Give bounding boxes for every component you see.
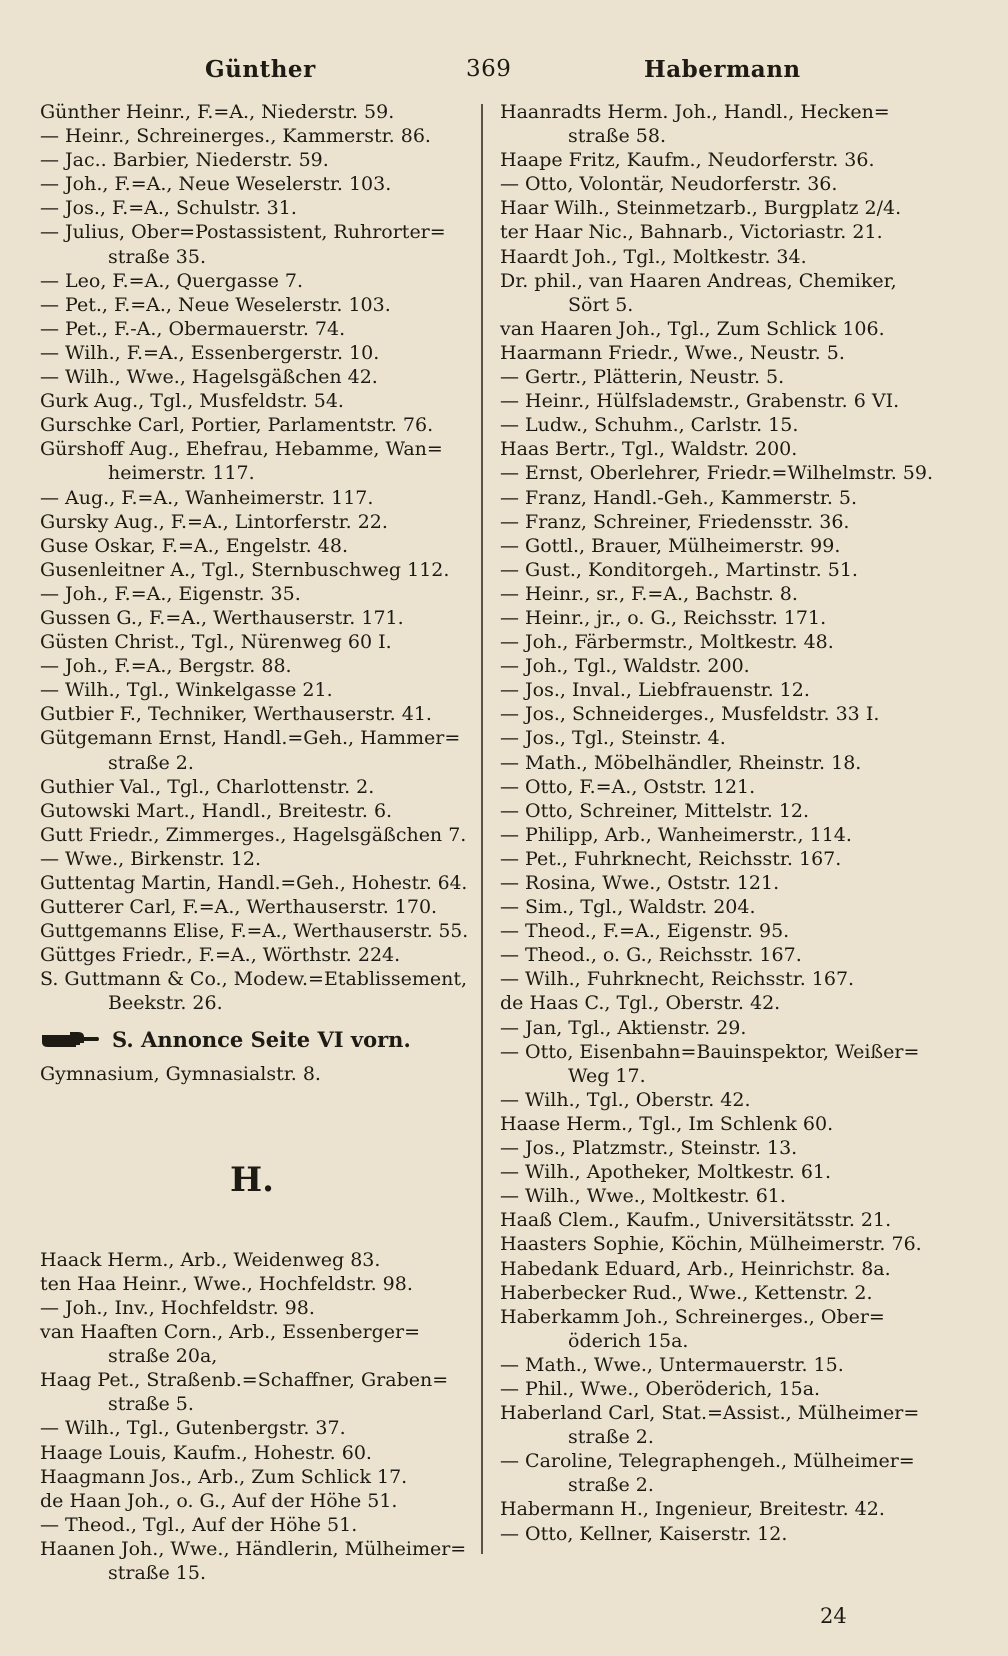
directory-entry: — Jos., Tgl., Steinstr. 4.: [500, 727, 726, 750]
directory-entry: Güttges Friedr., F.=A., Wörthstr. 224.: [40, 944, 401, 967]
directory-entry: — Joh., Färbermstr., Moltkestr. 48.: [500, 631, 834, 654]
directory-entry: heimerstr. 117.: [108, 462, 255, 485]
directory-entry: Haase Herm., Tgl., Im Schlenk 60.: [500, 1112, 834, 1135]
directory-entry: Beekstr. 26.: [108, 992, 223, 1015]
directory-entry: — Jac.. Barbier, Niederstr. 59.: [40, 149, 329, 172]
directory-entry: — Gust., Konditorgeh., Martinstr. 51.: [500, 558, 858, 581]
directory-entry: Haberland Carl, Stat.=Assist., Mülheimer=: [500, 1402, 920, 1425]
directory-entry: Gussen G., F.=A., Werthauserstr. 171.: [40, 606, 404, 629]
directory-entry: — Gertr., Plätterin, Neustr. 5.: [500, 366, 785, 389]
directory-entry: Gürshoff Aug., Ehefrau, Hebamme, Wan=: [40, 438, 443, 461]
directory-entry: Gutowski Mart., Handl., Breitestr. 6.: [40, 799, 393, 822]
directory-entry: — Joh., F.=A., Eigenstr. 35.: [40, 582, 301, 605]
directory-entry: — Wilh., Apotheker, Moltkestr. 61.: [500, 1161, 832, 1184]
directory-entry: ten Haa Heinr., Wwe., Hochfeldstr. 98.: [40, 1272, 413, 1295]
directory-entry: van Haaren Joh., Tgl., Zum Schlick 106.: [500, 317, 885, 340]
directory-entry: — Wilh., Wwe., Moltkestr. 61.: [500, 1185, 786, 1208]
directory-entry: — Theod., o. G., Reichsstr. 167.: [500, 944, 802, 967]
directory-entry: — Heinr., Schreinerges., Kammerstr. 86.: [40, 125, 431, 148]
directory-entry: de Haas C., Tgl., Oberstr. 42.: [500, 992, 781, 1015]
directory-entry: van Haaften Corn., Arb., Essenberger=: [40, 1321, 420, 1344]
directory-entry: — Jos., F.=A., Schulstr. 31.: [40, 197, 297, 220]
directory-entry: Gütgemann Ernst, Handl.=Geh., Hammer=: [40, 727, 461, 750]
directory-entry: — Jos., Schneiderges., Musfeldstr. 33 I.: [500, 703, 880, 726]
directory-entry: — Math., Wwe., Untermauerstr. 15.: [500, 1353, 844, 1376]
directory-entry: Dr. phil., van Haaren Andreas, Chemiker,: [500, 269, 897, 292]
directory-entry: — Ernst, Oberlehrer, Friedr.=Wilhelmstr. 59.: [500, 462, 934, 485]
directory-entry: — Leo, F.=A., Quergasse 7.: [40, 269, 303, 292]
directory-entry: Haas Bertr., Tgl., Waldstr. 200.: [500, 438, 798, 461]
directory-entry: Haanen Joh., Wwe., Händlerin, Mülheimer=: [40, 1537, 467, 1560]
directory-entry: — Math., Möbelhändler, Rheinstr. 18.: [500, 751, 862, 774]
directory-entry: Gutt Friedr., Zimmerges., Hagelsgäßchen 7.: [40, 823, 467, 846]
directory-entry: Gurschke Carl, Portier, Parlamentstr. 76.: [40, 414, 434, 437]
directory-entry: Günther Heinr., F.=A., Niederstr. 59.: [40, 101, 395, 123]
directory-entry: straße 35.: [108, 245, 206, 268]
directory-entry: — Otto, Volontär, Neudorferstr. 36.: [500, 173, 838, 196]
running-head-right: Habermann: [644, 56, 801, 83]
directory-entry: — Julius, Ober=Postassistent, Ruhrorter=: [40, 221, 446, 244]
signature-mark: 24: [820, 1604, 847, 1628]
page-number: 369: [466, 56, 512, 82]
directory-entry: Haage Louis, Kaufm., Hohestr. 60.: [40, 1441, 372, 1464]
directory-entry: Haag Pet., Straßenb.=Schaffner, Graben=: [40, 1369, 449, 1392]
directory-entry: Haanradts Herm. Joh., Handl., Hecken=: [500, 101, 890, 123]
directory-entry: Gurk Aug., Tgl., Musfeldstr. 54.: [40, 390, 344, 413]
directory-entry: — Wwe., Birkenstr. 12.: [40, 847, 261, 870]
directory-entry: — Ludw., Schuhm., Carlstr. 15.: [500, 414, 799, 437]
directory-entry: — Theod., Tgl., Auf der Höhe 51.: [40, 1513, 358, 1536]
directory-entry: Haasters Sophie, Köchin, Mülheimerstr. 76.: [500, 1233, 922, 1256]
directory-entry: Haardt Joh., Tgl., Moltkestr. 34.: [500, 245, 807, 268]
directory-entry: Haberbecker Rud., Wwe., Kettenstr. 2.: [500, 1281, 873, 1304]
directory-entry: — Philipp, Arb., Wanheimerstr., 114.: [500, 823, 852, 846]
directory-entry: Güsten Christ., Tgl., Nürenweg 60 I.: [40, 631, 392, 654]
directory-entry: straße 2.: [568, 1426, 654, 1449]
directory-entry: Guthier Val., Tgl., Charlottenstr. 2.: [40, 775, 375, 798]
directory-entry: — Caroline, Telegraphengeh., Mülheimer=: [500, 1450, 915, 1473]
directory-entry: — Joh., Inv., Hochfeldstr. 98.: [40, 1296, 315, 1319]
directory-entry: de Haan Joh., o. G., Auf der Höhe 51.: [40, 1489, 398, 1512]
directory-entry: — Rosina, Wwe., Oststr. 121.: [500, 872, 780, 894]
column-divider: [481, 104, 483, 1554]
directory-entry: Haape Fritz, Kaufm., Neudorferstr. 36.: [500, 149, 875, 172]
directory-entry: — Otto, F.=A., Oststr. 121.: [500, 775, 756, 798]
directory-entry: — Wilh., F.=A., Essenbergerstr. 10.: [40, 341, 380, 364]
directory-entry: — Heinr., Hülfsladемstr., Grabenstr. 6 VI.: [500, 390, 900, 413]
directory-entry: Habedank Eduard, Arb., Heinrichstr. 8a.: [500, 1257, 891, 1280]
directory-entry: Guse Oskar, F.=A., Engelstr. 48.: [40, 534, 348, 557]
directory-entry: — Joh., F.=A., Bergstr. 88.: [40, 655, 292, 678]
directory-entry: Haagmann Jos., Arb., Zum Schlick 17.: [40, 1465, 408, 1488]
directory-entry: — Franz, Handl.-Geh., Kammerstr. 5.: [500, 486, 858, 509]
directory-entry: — Jos., Inval., Liebfrauenstr. 12.: [500, 679, 810, 702]
directory-entry: — Heinr., sr., F.=A., Bachstr. 8.: [500, 582, 798, 605]
directory-entry: — Pet., F.=A., Neue Weselerstr. 103.: [40, 293, 391, 316]
directory-entry: Gutbier F., Techniker, Werthauserstr. 41.: [40, 703, 432, 726]
directory-entry: Guttentag Martin, Handl.=Geh., Hohestr. 64.: [40, 872, 468, 894]
directory-entry: Gymnasium, Gymnasialstr. 8.: [40, 1062, 321, 1085]
directory-entry: Haaß Clem., Kaufm., Universitätsstr. 21.: [500, 1209, 892, 1232]
directory-entry: Gusenleitner A., Tgl., Sternbuschweg 112.: [40, 558, 450, 581]
directory-entry: Haarmann Friedr., Wwe., Neustr. 5.: [500, 341, 845, 364]
directory-entry: straße 58.: [568, 125, 666, 148]
directory-entry: Weg 17.: [568, 1064, 646, 1087]
directory-entry: — Gottl., Brauer, Mülheimerstr. 99.: [500, 534, 841, 557]
directory-entry: — Jos., Platzmstr., Steinstr. 13.: [500, 1137, 798, 1160]
left-column: [40, 100, 469, 1585]
directory-entry: Haberkamm Joh., Schreinerges., Ober=: [500, 1305, 885, 1328]
directory-entry: Habermann H., Ingenieur, Breitestr. 42.: [500, 1498, 885, 1521]
directory-entry: straße 15.: [108, 1561, 206, 1584]
directory-entry: — Joh., Tgl., Waldstr. 200.: [500, 655, 750, 678]
directory-entry: — Pet., Fuhrknecht, Reichsstr. 167.: [500, 847, 842, 870]
directory-entry: — Phil., Wwe., Oberöderich, 15a.: [500, 1377, 821, 1400]
directory-entry: — Wilh., Tgl., Gutenbergstr. 37.: [40, 1417, 346, 1440]
directory-entry: — Heinr., jr., o. G., Reichsstr. 171.: [500, 606, 827, 629]
directory-entry: straße 2.: [568, 1474, 654, 1497]
directory-entry: — Pet., F.-A., Obermauerstr. 74.: [40, 317, 346, 340]
directory-entry: — Otto, Schreiner, Mittelstr. 12.: [500, 799, 810, 822]
directory-entry: — Wilh., Tgl., Winkelgasse 21.: [40, 679, 333, 702]
directory-entry: straße 2.: [108, 751, 194, 774]
directory-entry: ter Haar Nic., Bahnarb., Victoriastr. 21.: [500, 221, 883, 244]
directory-entry: — Franz, Schreiner, Friedensstr. 36.: [500, 510, 850, 533]
directory-entry: Guttgemanns Elise, F.=A., Werthauserstr. 55.: [40, 920, 469, 943]
directory-entry: öderich 15a.: [568, 1329, 689, 1352]
directory-entry: — Jan, Tgl., Aktienstr. 29.: [500, 1016, 747, 1039]
directory-entry: Haack Herm., Arb., Weidenweg 83.: [40, 1248, 381, 1271]
directory-entry: Sört 5.: [568, 293, 634, 316]
directory-entry: Gursky Aug., F.=A., Lintorferstr. 22.: [40, 510, 388, 533]
directory-entry: — Theod., F.=A., Eigenstr. 95.: [500, 920, 790, 943]
directory-entry: Gutterer Carl, F.=A., Werthauserstr. 170.: [40, 896, 438, 919]
directory-entry: — Otto, Eisenbahn=Bauinspektor, Weißer=: [500, 1040, 920, 1063]
directory-entry: — Wilh., Wwe., Hagelsgäßchen 42.: [40, 366, 378, 389]
directory-entry: S. Guttmann & Co., Modew.=Etablissement,: [40, 968, 468, 991]
annonce-text: S. Annonce Seite VI vorn.: [112, 1026, 411, 1052]
running-head-left: Günther: [205, 56, 316, 83]
annonce-notice: [40, 1028, 465, 1052]
directory-entry: — Sim., Tgl., Waldstr. 204.: [500, 896, 756, 919]
right-column: [500, 100, 934, 1546]
directory-entry: — Aug., F.=A., Wanheimerstr. 117.: [40, 486, 374, 509]
directory-entry: — Wilh., Fuhrknecht, Reichsstr. 167.: [500, 968, 855, 991]
pointing-hand-icon: [40, 1030, 100, 1050]
section-letter: H.: [230, 1159, 274, 1200]
directory-entry: straße 5.: [108, 1393, 194, 1416]
directory-entry: — Joh., F.=A., Neue Weselerstr. 103.: [40, 173, 392, 196]
directory-entry: — Otto, Kellner, Kaiserstr. 12.: [500, 1522, 788, 1545]
directory-entry: Haar Wilh., Steinmetzarb., Burgplatz 2/4.: [500, 197, 902, 220]
directory-entry: straße 20a,: [108, 1345, 218, 1368]
directory-entry: — Wilh., Tgl., Oberstr. 42.: [500, 1088, 751, 1111]
